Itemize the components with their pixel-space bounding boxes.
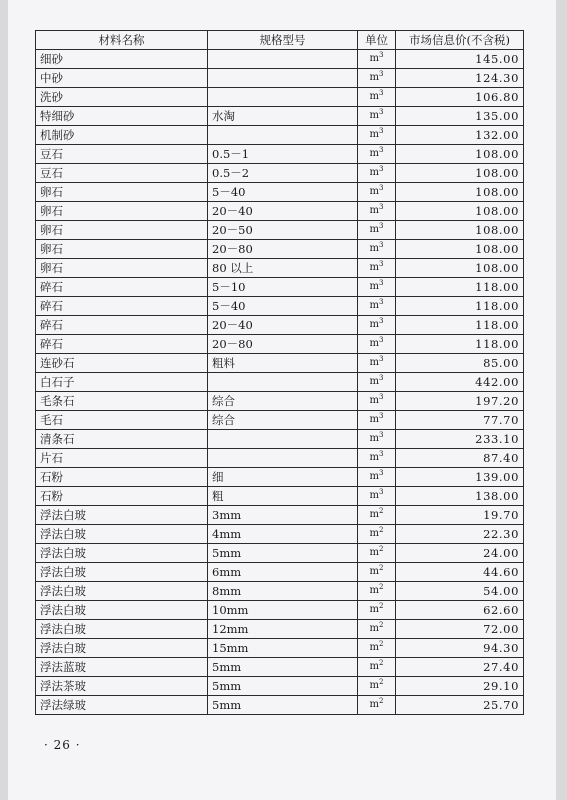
unit-base: m — [369, 319, 379, 330]
table-row — [36, 544, 524, 563]
cell-material-name: 石粉 — [36, 468, 208, 487]
table-row — [36, 240, 524, 259]
cell-market-price: 118.00 — [396, 316, 524, 335]
cell-market-price: 24.00 — [396, 544, 524, 563]
unit-base: m — [369, 528, 379, 539]
cell-unit — [358, 50, 396, 69]
table-row — [36, 430, 524, 449]
cell-material-name: 浮法绿玻 — [36, 696, 208, 715]
table-row — [36, 487, 524, 506]
unit-base: m — [369, 205, 379, 216]
table-row — [36, 468, 524, 487]
table-row — [36, 563, 524, 582]
unit-base: m — [369, 129, 379, 140]
unit-exponent: 3 — [379, 260, 384, 268]
table-row — [36, 297, 524, 316]
cell-spec-model: 20－80 — [208, 240, 358, 259]
unit-base: m — [369, 414, 379, 425]
cell-market-price: 85.00 — [396, 354, 524, 373]
unit-exponent: 3 — [379, 203, 384, 211]
cell-material-name: 毛条石 — [36, 392, 208, 411]
cell-market-price: 25.70 — [396, 696, 524, 715]
table-row — [36, 50, 524, 69]
unit-base: m — [369, 224, 379, 235]
unit-base: m — [369, 490, 379, 501]
cell-material-name: 碎石 — [36, 335, 208, 354]
cell-market-price: 118.00 — [396, 278, 524, 297]
cell-material-name: 豆石 — [36, 164, 208, 183]
cell-market-price: 108.00 — [396, 183, 524, 202]
unit-base: m — [369, 547, 379, 558]
cell-spec-model — [208, 50, 358, 69]
table-row — [36, 88, 524, 107]
cell-material-name: 碎石 — [36, 297, 208, 316]
cell-unit — [358, 88, 396, 107]
cell-unit — [358, 240, 396, 259]
cell-market-price: 72.00 — [396, 620, 524, 639]
unit-base: m — [369, 452, 379, 463]
cell-material-name: 浮法白玻 — [36, 582, 208, 601]
unit-base: m — [369, 585, 379, 596]
cell-material-name: 碎石 — [36, 316, 208, 335]
cell-spec-model — [208, 88, 358, 107]
cell-market-price: 197.20 — [396, 392, 524, 411]
unit-base: m — [369, 53, 379, 64]
cell-spec-model: 20－40 — [208, 316, 358, 335]
cell-unit — [358, 183, 396, 202]
unit-exponent: 3 — [379, 450, 384, 458]
unit-exponent: 3 — [379, 355, 384, 363]
unit-exponent: 2 — [379, 640, 384, 648]
unit-exponent: 3 — [379, 279, 384, 287]
unit-base: m — [369, 604, 379, 615]
unit-base: m — [369, 281, 379, 292]
cell-spec-model: 粗料 — [208, 354, 358, 373]
cell-market-price: 233.10 — [396, 430, 524, 449]
unit-base: m — [369, 167, 379, 178]
cell-spec-model — [208, 449, 358, 468]
cell-material-name: 片石 — [36, 449, 208, 468]
cell-market-price: 118.00 — [396, 335, 524, 354]
cell-material-name: 毛石 — [36, 411, 208, 430]
header-row — [36, 31, 524, 50]
document-page — [8, 0, 556, 800]
cell-spec-model: 综合 — [208, 392, 358, 411]
cell-material-name: 连砂石 — [36, 354, 208, 373]
cell-spec-model: 0.5－2 — [208, 164, 358, 183]
cell-market-price: 135.00 — [396, 107, 524, 126]
unit-base: m — [369, 243, 379, 254]
cell-market-price: 108.00 — [396, 240, 524, 259]
cell-material-name: 特细砂 — [36, 107, 208, 126]
cell-material-name: 豆石 — [36, 145, 208, 164]
unit-exponent: 3 — [379, 70, 384, 78]
cell-spec-model: 20－80 — [208, 335, 358, 354]
table-row — [36, 525, 524, 544]
cell-spec-model — [208, 373, 358, 392]
unit-base: m — [369, 680, 379, 691]
cell-unit — [358, 449, 396, 468]
cell-unit — [358, 278, 396, 297]
table-row — [36, 202, 524, 221]
unit-base: m — [369, 110, 379, 121]
cell-material-name: 中砂 — [36, 69, 208, 88]
cell-material-name: 浮法白玻 — [36, 525, 208, 544]
table-row — [36, 639, 524, 658]
cell-unit — [358, 658, 396, 677]
table-row — [36, 145, 524, 164]
unit-exponent: 3 — [379, 165, 384, 173]
page-number: · 26 · — [44, 738, 81, 752]
cell-market-price: 77.70 — [396, 411, 524, 430]
cell-spec-model: 综合 — [208, 411, 358, 430]
unit-exponent: 2 — [379, 697, 384, 705]
unit-exponent: 3 — [379, 51, 384, 59]
unit-exponent: 2 — [379, 678, 384, 686]
cell-spec-model: 10mm — [208, 601, 358, 620]
cell-material-name: 卵石 — [36, 240, 208, 259]
cell-material-name: 浮法白玻 — [36, 506, 208, 525]
table-row — [36, 183, 524, 202]
unit-exponent: 3 — [379, 222, 384, 230]
table-row — [36, 373, 524, 392]
cell-market-price: 118.00 — [396, 297, 524, 316]
cell-material-name: 碎石 — [36, 278, 208, 297]
table-row — [36, 107, 524, 126]
unit-base: m — [369, 623, 379, 634]
table-row — [36, 259, 524, 278]
cell-spec-model: 15mm — [208, 639, 358, 658]
cell-spec-model: 5－40 — [208, 297, 358, 316]
unit-base: m — [369, 186, 379, 197]
header-spec-model: 规格型号 — [208, 31, 358, 50]
cell-spec-model — [208, 69, 358, 88]
table-row — [36, 69, 524, 88]
unit-exponent: 2 — [379, 583, 384, 591]
price-table — [35, 30, 524, 715]
unit-exponent: 2 — [379, 545, 384, 553]
table-row — [36, 620, 524, 639]
cell-spec-model: 5－40 — [208, 183, 358, 202]
unit-base: m — [369, 471, 379, 482]
table-row — [36, 392, 524, 411]
cell-market-price: 27.40 — [396, 658, 524, 677]
table-row — [36, 316, 524, 335]
cell-spec-model: 20－50 — [208, 221, 358, 240]
unit-exponent: 3 — [379, 317, 384, 325]
unit-base: m — [369, 148, 379, 159]
unit-exponent: 3 — [379, 241, 384, 249]
table-row — [36, 221, 524, 240]
cell-market-price: 87.40 — [396, 449, 524, 468]
cell-unit — [358, 411, 396, 430]
cell-unit — [358, 297, 396, 316]
cell-unit — [358, 221, 396, 240]
cell-market-price: 106.80 — [396, 88, 524, 107]
cell-material-name: 洗砂 — [36, 88, 208, 107]
cell-market-price: 108.00 — [396, 259, 524, 278]
unit-exponent: 2 — [379, 526, 384, 534]
table-row — [36, 658, 524, 677]
table-row — [36, 677, 524, 696]
cell-market-price: 94.30 — [396, 639, 524, 658]
table-row — [36, 278, 524, 297]
cell-unit — [358, 677, 396, 696]
cell-unit — [358, 639, 396, 658]
cell-market-price: 54.00 — [396, 582, 524, 601]
cell-spec-model: 4mm — [208, 525, 358, 544]
cell-unit — [358, 601, 396, 620]
unit-exponent: 3 — [379, 108, 384, 116]
cell-unit — [358, 316, 396, 335]
cell-spec-model: 5mm — [208, 677, 358, 696]
cell-unit — [358, 582, 396, 601]
cell-market-price: 442.00 — [396, 373, 524, 392]
cell-spec-model: 3mm — [208, 506, 358, 525]
cell-unit — [358, 202, 396, 221]
cell-market-price: 124.30 — [396, 69, 524, 88]
cell-spec-model: 6mm — [208, 563, 358, 582]
cell-market-price: 108.00 — [396, 145, 524, 164]
table-row — [36, 582, 524, 601]
unit-exponent: 3 — [379, 393, 384, 401]
cell-spec-model: 水淘 — [208, 107, 358, 126]
unit-exponent: 3 — [379, 374, 384, 382]
unit-exponent: 3 — [379, 488, 384, 496]
cell-material-name: 浮法白玻 — [36, 620, 208, 639]
header-market-price: 市场信息价(不含税) — [396, 31, 524, 50]
unit-base: m — [369, 395, 379, 406]
unit-exponent: 3 — [379, 89, 384, 97]
table-row — [36, 449, 524, 468]
cell-market-price: 44.60 — [396, 563, 524, 582]
cell-material-name: 机制砂 — [36, 126, 208, 145]
table-row — [36, 126, 524, 145]
cell-market-price: 108.00 — [396, 202, 524, 221]
cell-unit — [358, 259, 396, 278]
table-row — [36, 696, 524, 715]
table-row — [36, 506, 524, 525]
table-row — [36, 335, 524, 354]
unit-exponent: 2 — [379, 564, 384, 572]
cell-spec-model — [208, 126, 358, 145]
cell-spec-model: 细 — [208, 468, 358, 487]
table-row — [36, 164, 524, 183]
cell-market-price: 108.00 — [396, 164, 524, 183]
cell-material-name: 卵石 — [36, 202, 208, 221]
unit-base: m — [369, 338, 379, 349]
unit-exponent: 3 — [379, 469, 384, 477]
cell-unit — [358, 696, 396, 715]
cell-material-name: 浮法白玻 — [36, 639, 208, 658]
unit-exponent: 2 — [379, 507, 384, 515]
unit-exponent: 3 — [379, 184, 384, 192]
unit-base: m — [369, 566, 379, 577]
cell-market-price: 29.10 — [396, 677, 524, 696]
unit-exponent: 3 — [379, 431, 384, 439]
cell-material-name: 浮法茶玻 — [36, 677, 208, 696]
unit-base: m — [369, 699, 379, 710]
cell-material-name: 清条石 — [36, 430, 208, 449]
cell-unit — [358, 69, 396, 88]
cell-spec-model: 5mm — [208, 544, 358, 563]
cell-material-name: 石粉 — [36, 487, 208, 506]
unit-exponent: 3 — [379, 127, 384, 135]
cell-unit — [358, 468, 396, 487]
unit-exponent: 2 — [379, 659, 384, 667]
cell-spec-model: 20－40 — [208, 202, 358, 221]
cell-unit — [358, 145, 396, 164]
unit-base: m — [369, 357, 379, 368]
cell-market-price: 139.00 — [396, 468, 524, 487]
unit-exponent: 3 — [379, 146, 384, 154]
cell-spec-model: 8mm — [208, 582, 358, 601]
cell-material-name: 细砂 — [36, 50, 208, 69]
cell-unit — [358, 525, 396, 544]
cell-unit — [358, 354, 396, 373]
cell-market-price: 22.30 — [396, 525, 524, 544]
cell-material-name: 卵石 — [36, 221, 208, 240]
unit-base: m — [369, 509, 379, 520]
cell-market-price: 108.00 — [396, 221, 524, 240]
cell-unit — [358, 620, 396, 639]
cell-unit — [358, 392, 396, 411]
table-row — [36, 411, 524, 430]
cell-unit — [358, 430, 396, 449]
header-unit: 单位 — [358, 31, 396, 50]
unit-base: m — [369, 642, 379, 653]
cell-unit — [358, 506, 396, 525]
cell-market-price: 138.00 — [396, 487, 524, 506]
cell-unit — [358, 126, 396, 145]
cell-material-name: 浮法蓝玻 — [36, 658, 208, 677]
unit-exponent: 3 — [379, 298, 384, 306]
unit-exponent: 2 — [379, 602, 384, 610]
cell-unit — [358, 164, 396, 183]
cell-market-price: 145.00 — [396, 50, 524, 69]
cell-market-price: 62.60 — [396, 601, 524, 620]
cell-unit — [358, 335, 396, 354]
unit-exponent: 3 — [379, 412, 384, 420]
cell-spec-model: 5mm — [208, 696, 358, 715]
unit-base: m — [369, 433, 379, 444]
cell-market-price: 132.00 — [396, 126, 524, 145]
cell-unit — [358, 544, 396, 563]
cell-material-name: 浮法白玻 — [36, 544, 208, 563]
unit-base: m — [369, 262, 379, 273]
cell-material-name: 卵石 — [36, 183, 208, 202]
header-material-name: 材料名称 — [36, 31, 208, 50]
table-row — [36, 354, 524, 373]
unit-base: m — [369, 300, 379, 311]
cell-unit — [358, 563, 396, 582]
table-header — [36, 31, 524, 50]
cell-unit — [358, 487, 396, 506]
cell-material-name: 浮法白玻 — [36, 563, 208, 582]
unit-base: m — [369, 661, 379, 672]
cell-spec-model: 80 以上 — [208, 259, 358, 278]
cell-material-name: 白石子 — [36, 373, 208, 392]
table-body — [36, 50, 524, 715]
unit-exponent: 3 — [379, 336, 384, 344]
unit-exponent: 2 — [379, 621, 384, 629]
unit-base: m — [369, 91, 379, 102]
cell-market-price: 19.70 — [396, 506, 524, 525]
cell-spec-model: 5mm — [208, 658, 358, 677]
cell-spec-model — [208, 430, 358, 449]
cell-spec-model: 12mm — [208, 620, 358, 639]
cell-material-name: 卵石 — [36, 259, 208, 278]
cell-spec-model: 0.5－1 — [208, 145, 358, 164]
cell-unit — [358, 107, 396, 126]
cell-spec-model: 5－10 — [208, 278, 358, 297]
table-row — [36, 601, 524, 620]
cell-spec-model: 粗 — [208, 487, 358, 506]
unit-base: m — [369, 376, 379, 387]
cell-material-name: 浮法白玻 — [36, 601, 208, 620]
unit-base: m — [369, 72, 379, 83]
cell-unit — [358, 373, 396, 392]
